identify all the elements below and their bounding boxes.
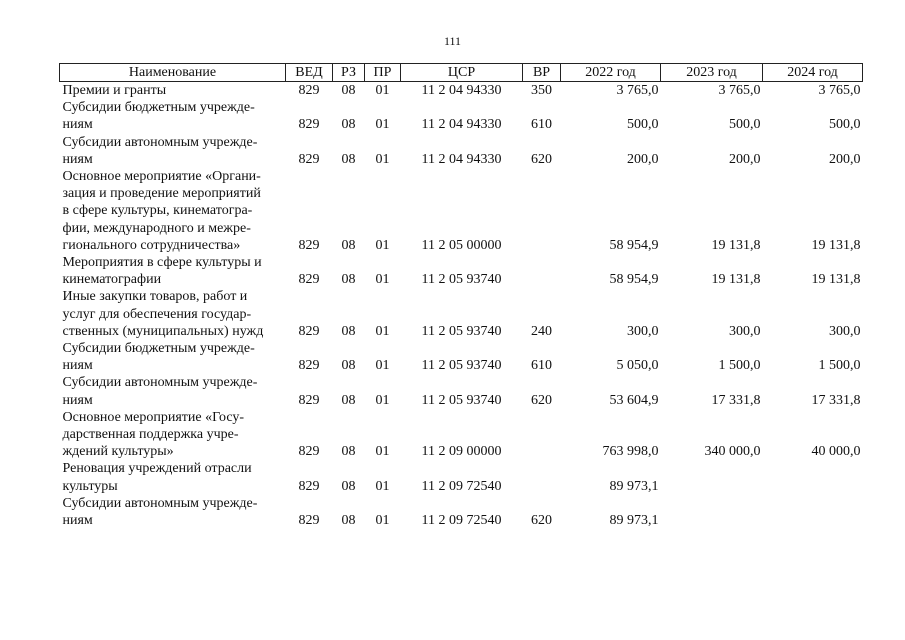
cell-pr: 01 — [375, 444, 390, 460]
name-line: Субсидии автономным учрежде- — [62, 134, 258, 150]
cell-name — [60, 495, 286, 529]
cell-name — [60, 288, 286, 340]
name-line: Премии и гранты — [62, 83, 167, 98]
name-line: услуг для обеспечения государ- — [62, 306, 252, 322]
header-csr: ЦСР — [401, 64, 523, 82]
cell-ved: 829 — [298, 513, 320, 529]
cell-2022: 3 765,0 — [616, 83, 659, 98]
cell-2023 — [661, 495, 763, 529]
name-line: кинематографии — [62, 272, 162, 288]
cell-csr: 11 2 09 72540 — [421, 478, 502, 494]
cell-rz: 08 — [341, 272, 356, 288]
name-line: ниям — [62, 117, 93, 133]
cell-2024: 17 331,8 — [811, 392, 861, 408]
name-line: в сфере культуры, кинематогра- — [62, 203, 253, 219]
cell-rz: 08 — [341, 513, 356, 529]
name-line: Субсидии бюджетным учрежде- — [62, 100, 255, 116]
cell-2024: 300,0 — [829, 323, 861, 339]
cell-pr: 01 — [375, 513, 390, 529]
cell-rz: 08 — [341, 117, 356, 133]
name-line: культуры — [62, 478, 118, 494]
cell-ved: 829 — [298, 323, 320, 339]
cell-2022: 300,0 — [627, 323, 659, 339]
cell-2024: 19 131,8 — [811, 237, 861, 253]
header-vr: ВР — [523, 64, 561, 82]
cell-ved: 829 — [298, 83, 320, 98]
header-name: Наименование — [60, 64, 286, 82]
cell-2024: 500,0 — [829, 117, 861, 133]
name-line: ждений культуры» — [62, 444, 174, 460]
cell-2023: 500,0 — [729, 117, 761, 133]
cell-2024: 3 765,0 — [818, 83, 861, 98]
cell-2022: 200,0 — [627, 151, 659, 167]
cell-vr: 620 — [531, 513, 552, 529]
name-line: ниям — [62, 151, 93, 167]
header-2024: 2024 год — [763, 64, 863, 82]
cell-2023: 300,0 — [729, 323, 761, 339]
cell-vr — [523, 409, 561, 461]
cell-2023: 340 000,0 — [704, 444, 761, 460]
cell-2022: 58 954,9 — [609, 272, 659, 288]
cell-vr — [523, 460, 561, 494]
name-line: ственных (муниципальных) нужд — [62, 323, 264, 339]
cell-vr — [523, 254, 561, 288]
name-line: Субсидии бюджетным учрежде- — [62, 341, 255, 357]
cell-pr: 01 — [375, 358, 390, 374]
cell-rz: 08 — [341, 358, 356, 374]
cell-ved: 829 — [298, 151, 320, 167]
cell-ved: 829 — [298, 272, 320, 288]
cell-name — [60, 168, 286, 254]
cell-csr: 11 2 05 00000 — [421, 237, 502, 253]
cell-rz: 08 — [341, 83, 356, 98]
cell-name — [60, 409, 286, 461]
cell-2023 — [661, 460, 763, 494]
cell-2024: 40 000,0 — [811, 444, 861, 460]
cell-pr: 01 — [375, 117, 390, 133]
header-2022: 2022 год — [561, 64, 661, 82]
cell-2022: 53 604,9 — [609, 392, 659, 408]
cell-vr: 620 — [531, 392, 552, 408]
cell-name — [60, 374, 286, 408]
cell-rz: 08 — [341, 444, 356, 460]
name-line: Субсидии автономным учрежде- — [62, 495, 258, 511]
cell-pr: 01 — [375, 478, 390, 494]
cell-csr: 11 2 09 72540 — [421, 513, 502, 529]
cell-vr: 240 — [531, 323, 552, 339]
cell-rz: 08 — [341, 478, 356, 494]
cell-rz: 08 — [341, 392, 356, 408]
cell-name — [60, 340, 286, 374]
table-row — [60, 409, 863, 461]
table-body — [60, 82, 863, 530]
budget-table — [59, 63, 863, 529]
table-row — [60, 134, 863, 168]
cell-pr: 01 — [375, 272, 390, 288]
cell-csr: 11 2 05 93740 — [421, 272, 502, 288]
table-row — [60, 168, 863, 254]
header-2023: 2023 год — [661, 64, 763, 82]
name-line: фии, международного и межре- — [62, 220, 251, 236]
cell-2022: 89 973,1 — [609, 478, 659, 494]
cell-rz: 08 — [341, 323, 356, 339]
cell-2023: 200,0 — [729, 151, 761, 167]
cell-csr: 11 2 05 93740 — [421, 323, 502, 339]
cell-csr: 11 2 09 00000 — [421, 444, 502, 460]
cell-name — [60, 82, 286, 100]
cell-name — [60, 254, 286, 288]
table-row — [60, 99, 863, 133]
table-row — [60, 340, 863, 374]
cell-pr: 01 — [375, 237, 390, 253]
cell-csr: 11 2 04 94330 — [421, 151, 502, 167]
cell-ved: 829 — [298, 392, 320, 408]
cell-2024: 200,0 — [829, 151, 861, 167]
name-line: Реновация учреждений отрасли — [62, 461, 252, 477]
header-pr: ПР — [365, 64, 401, 82]
cell-2023: 3 765,0 — [718, 83, 761, 98]
cell-2023: 1 500,0 — [718, 358, 761, 374]
name-line: зация и проведение мероприятий — [62, 186, 261, 202]
name-line: Основное мероприятие «Органи- — [62, 169, 261, 185]
cell-csr: 11 2 05 93740 — [421, 392, 502, 408]
table-row — [60, 254, 863, 288]
cell-name — [60, 134, 286, 168]
cell-ved: 829 — [298, 117, 320, 133]
header-ved: ВЕД — [286, 64, 333, 82]
name-line: ниям — [62, 358, 93, 374]
cell-csr: 11 2 05 93740 — [421, 358, 502, 374]
cell-2022: 5 050,0 — [616, 358, 659, 374]
cell-2022: 89 973,1 — [609, 513, 659, 529]
table-row — [60, 82, 863, 100]
cell-rz: 08 — [341, 151, 356, 167]
cell-vr: 610 — [531, 358, 552, 374]
cell-vr — [523, 168, 561, 254]
table-row — [60, 374, 863, 408]
cell-2023: 19 131,8 — [711, 237, 761, 253]
cell-pr: 01 — [375, 392, 390, 408]
cell-pr: 01 — [375, 151, 390, 167]
cell-2024 — [763, 495, 863, 529]
name-line: дарственная поддержка учре- — [62, 427, 239, 443]
table-row — [60, 495, 863, 529]
cell-name — [60, 460, 286, 494]
cell-name — [60, 99, 286, 133]
cell-2022: 763 998,0 — [602, 444, 659, 460]
cell-pr: 01 — [375, 83, 390, 98]
name-line: гионального сотрудничества» — [62, 237, 241, 253]
cell-2024 — [763, 460, 863, 494]
cell-csr: 11 2 04 94330 — [421, 117, 502, 133]
header-rz: РЗ — [333, 64, 365, 82]
cell-2024: 1 500,0 — [818, 358, 861, 374]
name-line: ниям — [62, 392, 93, 408]
table-header-row — [60, 64, 863, 82]
cell-vr: 610 — [531, 117, 552, 133]
page-number: 111 — [443, 34, 462, 48]
cell-ved: 829 — [298, 478, 320, 494]
cell-vr: 350 — [531, 83, 552, 98]
cell-vr: 620 — [531, 151, 552, 167]
table-row — [60, 288, 863, 340]
cell-2023: 19 131,8 — [711, 272, 761, 288]
name-line: Основное мероприятие «Госу- — [62, 409, 245, 425]
cell-ved: 829 — [298, 358, 320, 374]
name-line: Субсидии автономным учрежде- — [62, 375, 258, 391]
cell-pr: 01 — [375, 323, 390, 339]
cell-2022: 58 954,9 — [609, 237, 659, 253]
cell-2023: 17 331,8 — [711, 392, 761, 408]
cell-rz: 08 — [341, 237, 356, 253]
cell-ved: 829 — [298, 237, 320, 253]
cell-ved: 829 — [298, 444, 320, 460]
cell-2024: 19 131,8 — [811, 272, 861, 288]
name-line: ниям — [62, 513, 93, 529]
name-line: Иные закупки товаров, работ и — [62, 289, 248, 305]
cell-csr: 11 2 04 94330 — [421, 83, 502, 98]
cell-2022: 500,0 — [627, 117, 659, 133]
name-line: Мероприятия в сфере культуры и — [62, 255, 262, 271]
table-row — [60, 460, 863, 494]
